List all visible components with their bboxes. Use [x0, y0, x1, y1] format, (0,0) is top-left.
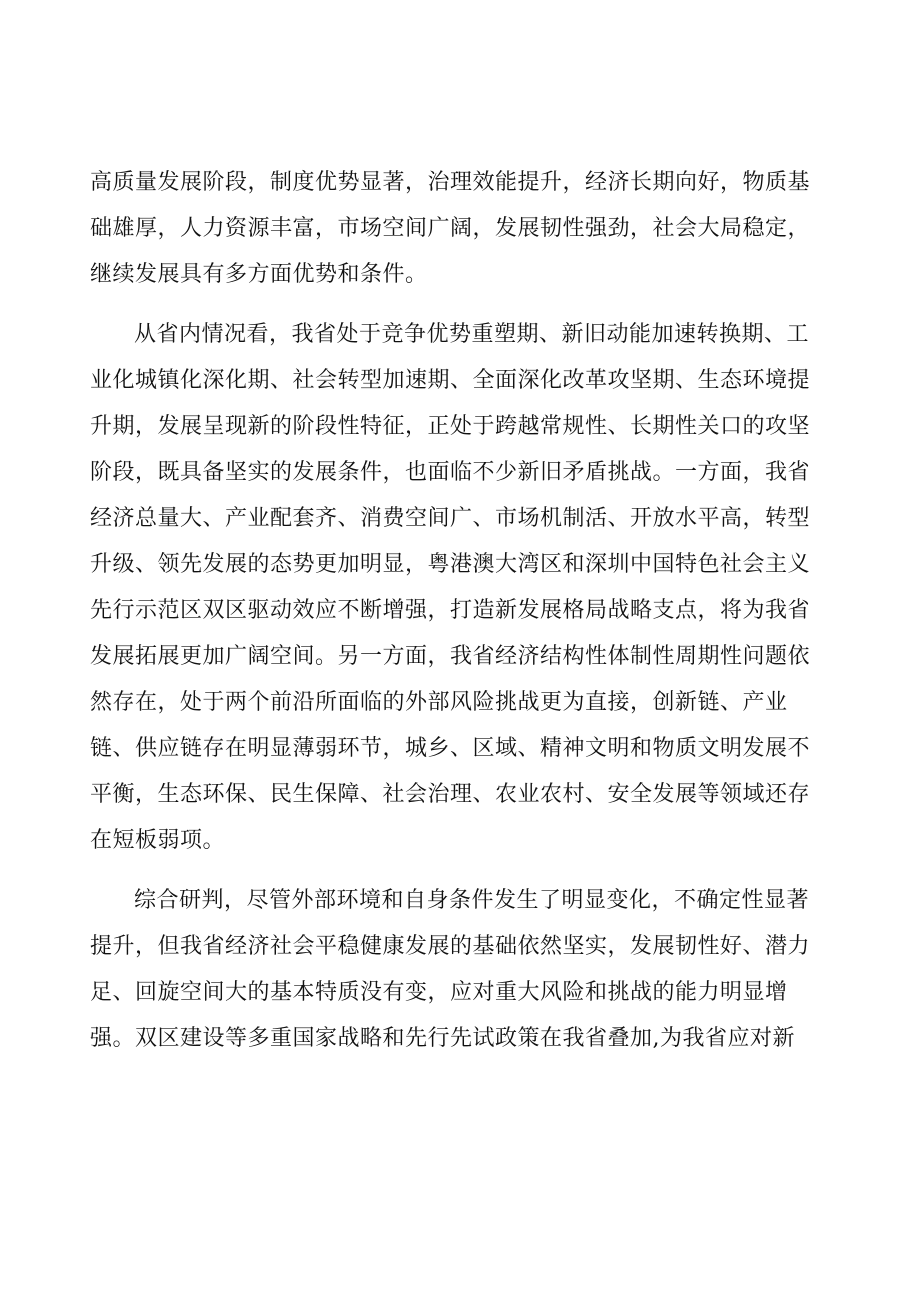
text-line: 先行示范区双区驱动效应不断增强，打造新发展格局战略支点，将为我省	[90, 598, 811, 623]
paragraph-2	[90, 312, 840, 864]
text-line: 强。双区建设等多重国家战略和先行先试政策在我省叠加,为我省应对新	[90, 1026, 795, 1051]
text-line: 阶段，既具备坚实的发展条件，也面临不少新旧矛盾挑战。一方面，我省	[90, 460, 811, 485]
text-line: 础雄厚，人力资源丰富，市场空间广阔，发展韧性强劲，社会大局稳定，	[90, 216, 811, 241]
text-line: 在短板弱项。	[90, 828, 226, 853]
paragraph-3	[90, 878, 840, 1062]
text-line: 业化城镇化深化期、社会转型加速期、全面深化改革攻坚期、生态环境提	[90, 368, 811, 393]
text-line: 平衡，生态环保、民生保障、社会治理、农业农村、安全发展等领域还存	[90, 782, 811, 807]
text-line: 综合研判，尽管外部环境和自身条件发生了明显变化，不确定性显著	[134, 888, 810, 913]
paragraph-1	[90, 160, 840, 298]
text-line: 足、回旋空间大的基本特质没有变，应对重大风险和挑战的能力明显增	[90, 980, 788, 1005]
text-line: 然存在，处于两个前沿所面临的外部风险挑战更为直接，创新链、产业	[90, 690, 788, 715]
text-line: 提升，但我省经济社会平稳健康发展的基础依然坚实，发展韧性好、潜力	[90, 934, 811, 959]
text-line: 链、供应链存在明显薄弱环节，城乡、区域、精神文明和物质文明发展不	[90, 736, 811, 761]
text-line: 高质量发展阶段，制度优势显著，治理效能提升，经济长期向好，物质基	[90, 170, 811, 195]
document-body	[90, 160, 840, 1062]
text-line: 继续发展具有多方面优势和条件。	[90, 262, 428, 287]
text-line: 经济总量大、产业配套齐、消费空间广、市场机制活、开放水平高，转型	[90, 506, 811, 531]
text-line: 升级、领先发展的态势更加明显，粤港澳大湾区和深圳中国特色社会主义	[90, 552, 811, 577]
text-line: 从省内情况看，我省处于竞争优势重塑期、新旧动能加速转换期、工	[134, 322, 810, 347]
text-line: 发展拓展更加广阔空间。另一方面，我省经济结构性体制性周期性问题依	[90, 644, 811, 669]
text-line: 升期，发展呈现新的阶段性特征，正处于跨越常规性、长期性关口的攻坚	[90, 414, 811, 439]
